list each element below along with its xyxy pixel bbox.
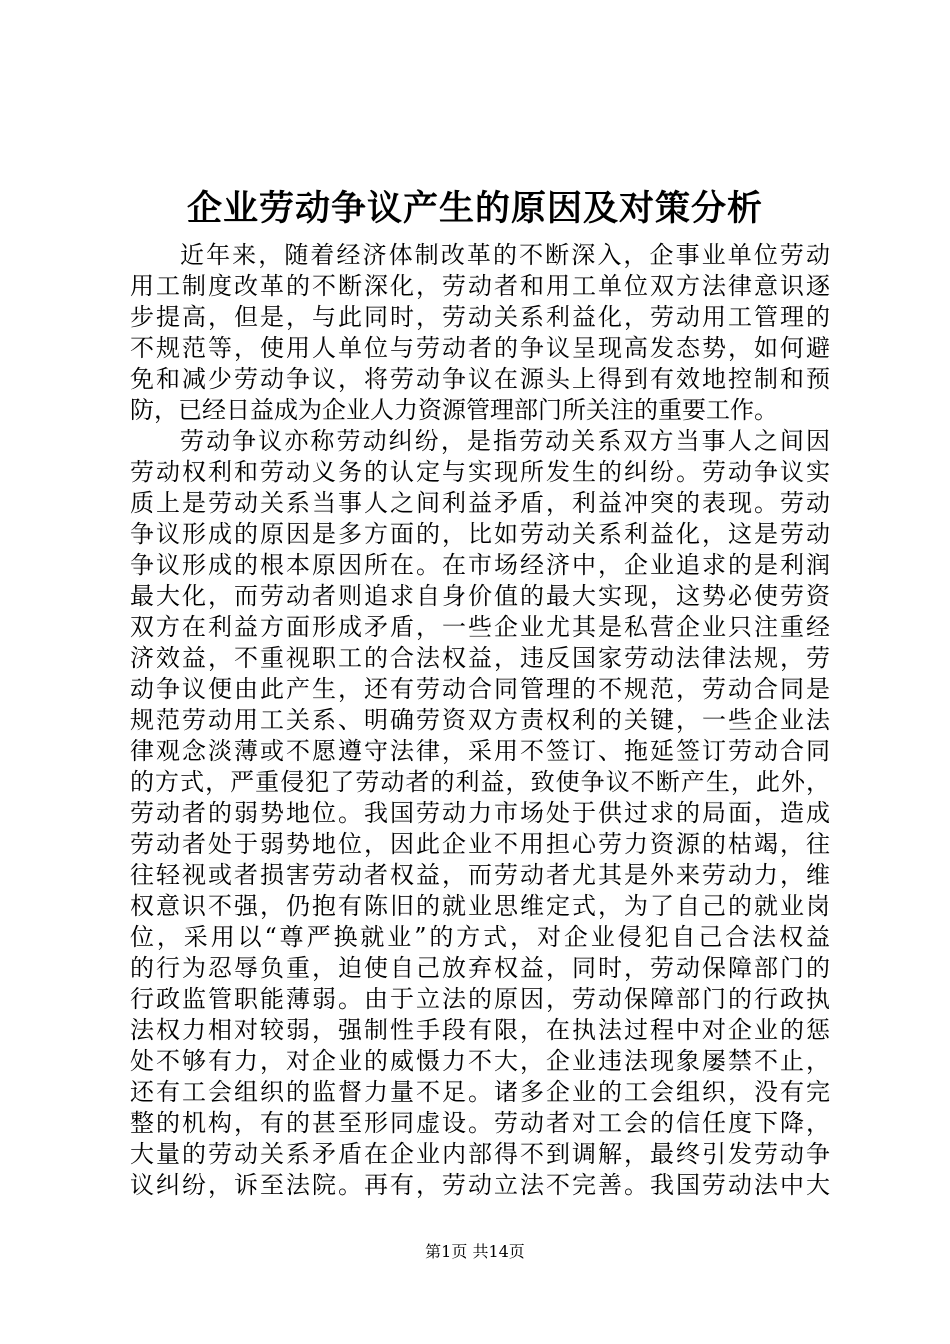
paragraph-2-line-24: 大量的劳动关系矛盾在企业内部得不到调解，最终引发劳动争 — [130, 1140, 830, 1168]
paragraph-2-line-10: 规范劳动用工关系、明确劳资双方责权利的关键，一些企业法 — [130, 706, 830, 734]
paragraph-2-line-7: 双方在利益方面形成矛盾，一些企业尤其是私营企业只注重经 — [130, 613, 830, 641]
paragraph-2-line-6: 最大化，而劳动者则追求自身价值的最大实现，这势必使劳资 — [130, 582, 830, 610]
paragraph-2-line-23: 整的机构，有的甚至形同虚设。劳动者对工会的信任度下降， — [130, 1109, 830, 1137]
paragraph-2-line-22: 还有工会组织的监督力量不足。诸多企业的工会组织，没有完 — [130, 1078, 830, 1106]
paragraph-2-line-8: 济效益，不重视职工的合法权益，违反国家劳动法律法规，劳 — [130, 644, 830, 672]
paragraph-1-line-6: 防，已经日益成为企业人力资源管理部门所关注的重要工作。 — [130, 396, 778, 424]
paragraph-1-line-1: 近年来，随着经济体制改革的不断深入，企事业单位劳动 — [180, 241, 830, 269]
paragraph-2-line-14: 劳动者处于弱势地位，因此企业不用担心劳力资源的枯竭，往 — [130, 830, 830, 858]
paragraph-2-line-3: 质上是劳动关系当事人之间利益矛盾，利益冲突的表现。劳动 — [130, 489, 830, 517]
paragraph-2-line-17: 位，采用以“尊严换就业”的方式，对企业侵犯自己合法权益 — [130, 923, 830, 951]
paragraph-2-line-25: 议纠纷，诉至法院。再有，劳动立法不完善。我国劳动法中大 — [130, 1171, 830, 1199]
paragraph-2-line-11: 律观念淡薄或不愿遵守法律，采用不签订、拖延签订劳动合同 — [130, 737, 830, 765]
paragraph-2-line-12: 的方式，严重侵犯了劳动者的利益，致使争议不断产生，此外， — [130, 768, 830, 796]
paragraph-2-line-9: 动争议便由此产生，还有劳动合同管理的不规范，劳动合同是 — [130, 675, 830, 703]
paragraph-1-line-3: 步提高，但是，与此同时，劳动关系利益化，劳动用工管理的 — [130, 303, 830, 331]
document-body — [130, 240, 830, 1201]
paragraph-2-line-20: 法权力相对较弱，强制性手段有限，在执法过程中对企业的惩 — [130, 1016, 830, 1044]
paragraph-1-line-5: 免和减少劳动争议，将劳动争议在源头上得到有效地控制和预 — [130, 365, 830, 393]
paragraph-2-line-15: 往轻视或者损害劳动者权益，而劳动者尤其是外来劳动力，维 — [130, 861, 830, 889]
document-title: 企业劳动争议产生的原因及对策分析 — [186, 188, 763, 229]
paragraph-2-line-21: 处不够有力，对企业的威慑力不大，企业违法现象屡禁不止， — [130, 1047, 830, 1075]
paragraph-2-line-18: 的行为忍辱负重，迫使自己放弃权益，同时，劳动保障部门的 — [130, 954, 830, 982]
paragraph-2-line-4: 争议形成的原因是多方面的，比如劳动关系利益化，这是劳动 — [130, 520, 830, 548]
paragraph-1-line-4: 不规范等，使用人单位与劳动者的争议呈现高发态势，如何避 — [130, 334, 830, 362]
paragraph-2-line-16: 权意识不强，仍抱有陈旧的就业思维定式，为了自己的就业岗 — [130, 892, 830, 920]
paragraph-2-line-1: 劳动争议亦称劳动纠纷，是指劳动关系双方当事人之间因 — [180, 427, 830, 455]
paragraph-2-line-13: 劳动者的弱势地位。我国劳动力市场处于供过求的局面，造成 — [130, 799, 830, 827]
paragraph-2-line-2: 劳动权利和劳动义务的认定与实现所发生的纠纷。劳动争议实 — [130, 458, 830, 486]
paragraph-2-line-5: 争议形成的根本原因所在。在市场经济中，企业追求的是利润 — [130, 551, 830, 579]
page-number-footer: 第1页 共14页 — [425, 1242, 525, 1261]
paragraph-1-line-2: 用工制度改革的不断深化，劳动者和用工单位双方法律意识逐 — [130, 272, 830, 300]
paragraph-2-line-19: 行政监管职能薄弱。由于立法的原因，劳动保障部门的行政执 — [130, 985, 830, 1013]
